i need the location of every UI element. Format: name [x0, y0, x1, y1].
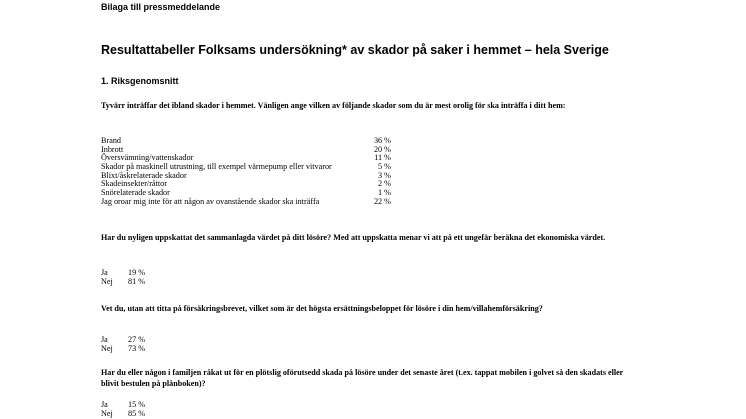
- answer-table-3: [101, 336, 181, 353]
- answer-label: Nej: [101, 343, 113, 353]
- answer-value: 27 %: [128, 335, 146, 344]
- answer-label: Nej: [101, 408, 113, 418]
- answer-table-1: [101, 137, 391, 207]
- answer-label: Ja: [101, 335, 108, 344]
- answer-value: 85 %: [128, 408, 146, 418]
- answer-value: 5 %: [378, 162, 391, 172]
- answer-value: 15 %: [128, 400, 146, 409]
- table-row: [101, 137, 391, 146]
- answer-label: Inbrott: [101, 144, 124, 154]
- answer-table-4: [101, 401, 181, 418]
- answer-value: 11 %: [374, 153, 391, 163]
- table-row: [101, 410, 181, 419]
- table-row: [101, 278, 181, 287]
- answer-label: Jag oroar mig inte för att någon av ovanstående skador ska inträffa: [101, 196, 320, 206]
- answer-value: 36 %: [373, 136, 391, 145]
- answer-value: 19 %: [128, 268, 146, 277]
- answer-label: Nej: [101, 276, 113, 286]
- answer-value: 73 %: [128, 343, 146, 353]
- answer-table-2: [101, 269, 181, 286]
- answer-label: Översvämning/vattenskador: [101, 153, 194, 163]
- answer-label: Ja: [101, 268, 108, 277]
- table-row: [101, 345, 181, 354]
- answer-label: Ja: [101, 400, 108, 409]
- question-4: Har du eller någon i familjen råkat ut för en plötslig oförutsedd skada på lösöre under det senaste året (t.ex. tappat mobilen i golvet så den skadats eller blivit bestulen på plånboken)?: [101, 368, 624, 388]
- question-3: Vet du, utan att titta på försäkringsbrevet, vilket som är det högsta ersättningsbeloppet för lösöre i din hem/villahemförsäkring?: [101, 304, 543, 313]
- table-row: [101, 198, 391, 207]
- answer-value: 3 %: [378, 170, 391, 180]
- document-header: Bilaga till pressmeddelande: [101, 2, 221, 12]
- answer-value: 1 %: [378, 188, 391, 198]
- answer-label: Skador på maskinell utrustning, till exempel värmepump eller vitvaror: [101, 162, 332, 172]
- answer-value: 81 %: [128, 276, 146, 286]
- answer-label: Brand: [101, 136, 122, 145]
- answer-label: Blixt/åskrelaterade skador: [101, 170, 187, 180]
- answer-value: 22 %: [373, 196, 391, 206]
- answer-label: Skadeinsekter/råttor: [101, 179, 167, 189]
- question-2: Har du nyligen uppskattat det sammanlagda värdet på ditt lösöre? Med att uppskatta menar vi att på ett ungefär beräkna det ekonomiska värdet.: [101, 233, 606, 242]
- question-1: Tyvärr inträffar det ibland skador i hemmet. Vänligen ange vilken av följande skador som du är mest orolig för ska inträffa i ditt hem:: [101, 101, 566, 110]
- answer-value: 20 %: [373, 144, 391, 154]
- answer-value: 2 %: [378, 179, 391, 189]
- answer-label: Snörelaterade skador: [101, 188, 170, 198]
- section-heading: 1. Riksgenomsnitt: [101, 76, 179, 86]
- document-title: Resultattabeller Folksams undersökning* av skador på saker i hemmet – hela Sverige: [101, 43, 609, 57]
